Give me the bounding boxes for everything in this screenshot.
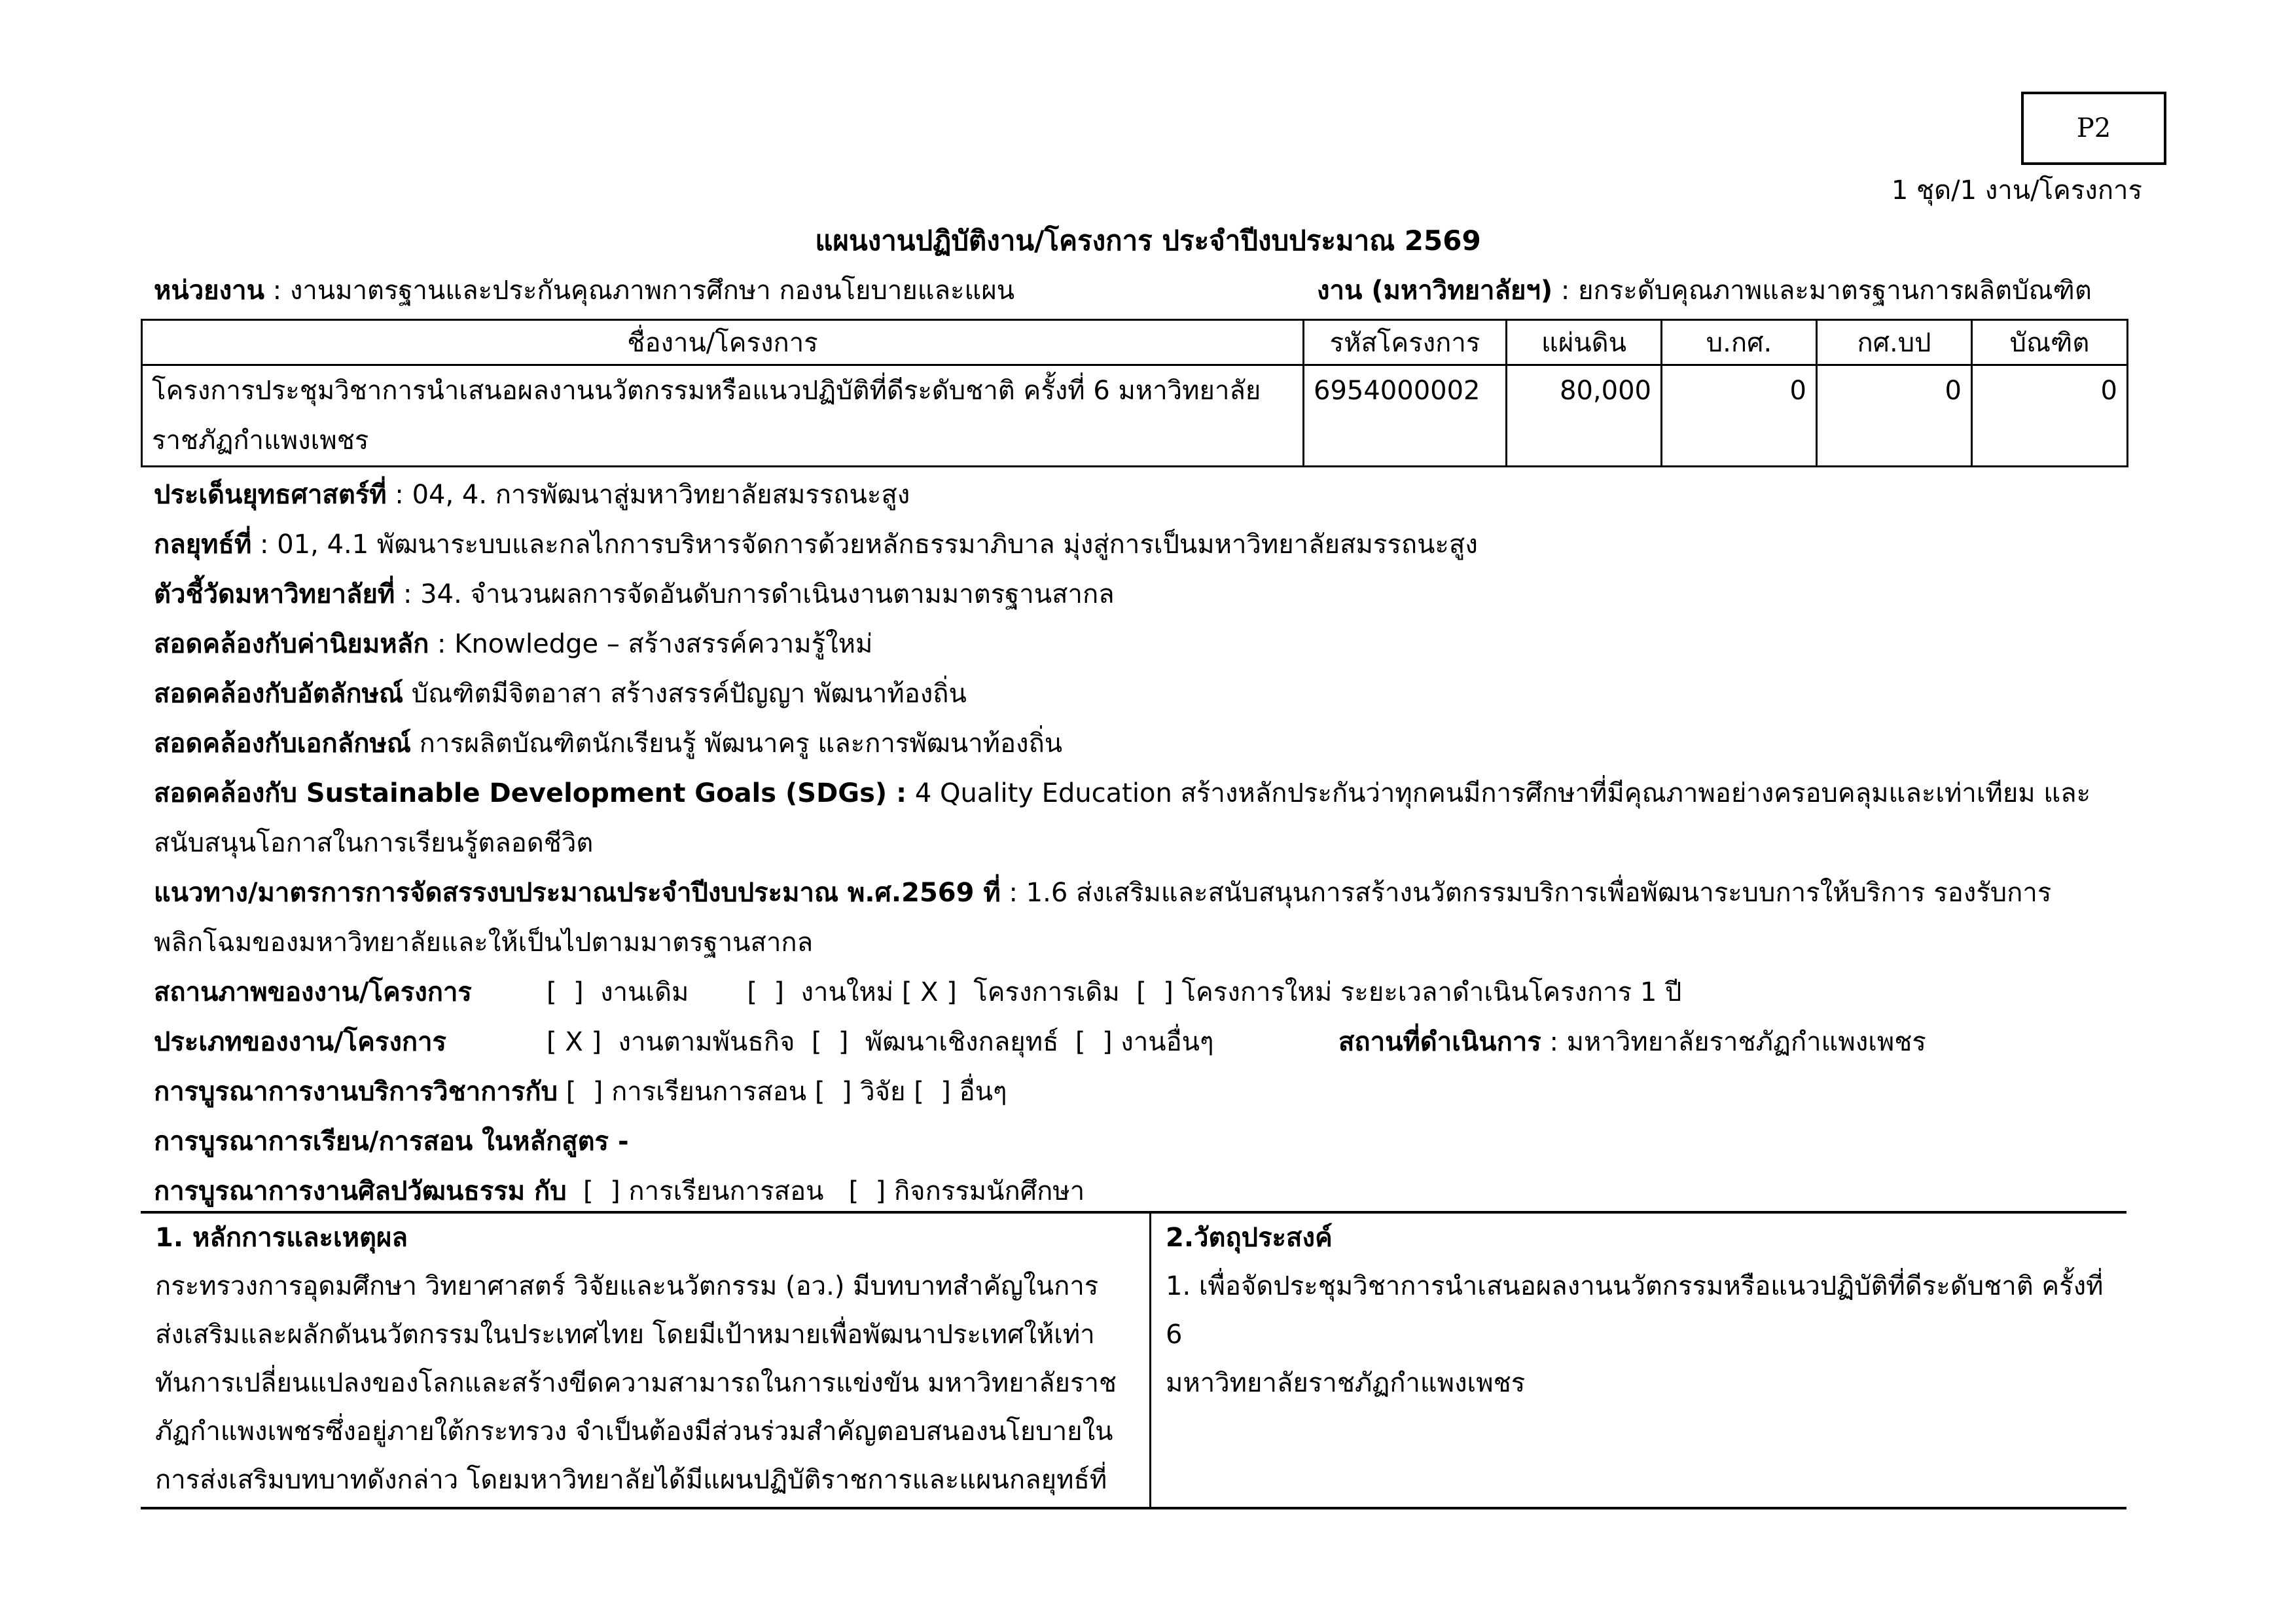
budget-guideline-row-continued: พลิกโฉมของมหาวิทยาลัยและให้เป็นไปตามมาตรฐานสากล — [154, 928, 814, 958]
budget-guideline-row — [154, 868, 2051, 918]
objectives-column — [1151, 1214, 2126, 1507]
rationale-line: ภัฏกำแพงเพชรซึ่งอยู่ภายใต้กระทรวง จำเป็นต้องมีส่วนร่วมสำคัญตอบสนองนโยบายใน — [155, 1416, 1113, 1447]
sdgs-row-continued: สนับสนุนโอกาสในการเรียนรู้ตลอดชีวิต — [154, 828, 594, 858]
field-value: [ ] งานเดิม [ ] งานใหม่ [ X ] โครงการเดิม [ ] โครงการใหม่ ระยะเวลาดำเนินโครงการ 1 ปี — [547, 977, 1682, 1007]
column-header: ชื่องาน/โครงการ — [142, 320, 1304, 365]
work-row — [1317, 266, 2092, 316]
unit-value: : งานมาตรฐานและประกันคุณภาพการศึกษา กองนโยบายและแผน — [264, 276, 1015, 306]
field-value: 4 Quality Education สร้างหลักประกันว่าทุกคนมีการศึกษาที่มีคุณภาพอย่างครอบคลุมและเท่าเทียม และ — [906, 778, 2091, 808]
table-row — [142, 365, 2128, 467]
field-label: การบูรณาการงานบริการวิชาการกับ — [154, 1077, 558, 1107]
work-label: งาน (มหาวิทยาลัยฯ) — [1317, 276, 1553, 306]
objective-line: มหาวิทยาลัยราชภัฏกำแพงเพชร — [1166, 1368, 1526, 1398]
page-title: แผนงานปฏิบัติงาน/โครงการ ประจำปีงบประมาณ 2569 — [815, 225, 1481, 257]
uniqueness-row — [154, 719, 1062, 768]
field-value: บัณฑิตมีจิตอาสา สร้างสรรค์ปัญญา พัฒนาท้องถิ่น — [403, 679, 967, 709]
column-header: บัณฑิต — [1972, 320, 2128, 365]
rationale-line: การส่งเสริมบทบาทดังกล่าว โดยมหาวิทยาลัยได้มีแผนปฏิบัติราชการและแผนกลยุทธ์ที่ — [155, 1465, 1107, 1495]
project-code-cell: 6954000002 — [1304, 365, 1507, 467]
column-header: รหัสโครงการ — [1304, 320, 1507, 365]
ksbp-budget-cell: 0 — [1817, 365, 1972, 467]
strategy-row — [154, 520, 1478, 569]
field-label: การบูรณาการเรียน/การสอน ในหลักสูตร - — [154, 1127, 629, 1157]
rationale-line: ทันการเปลี่ยนแปลงของโลกและสร้างขีดความสามารถในการแข่งขัน มหาวิทยาลัยราช — [155, 1368, 1117, 1398]
field-label: สถานภาพของงาน/โครงการ — [154, 977, 472, 1007]
rationale-heading: 1. หลักการและเหตุผล — [155, 1223, 408, 1253]
field-value: [ X ] งานตามพันธกิจ [ ] พัฒนาเชิงกลยุทธ์ [ ] งานอื่นๆ — [547, 1027, 1214, 1057]
identity-row — [154, 669, 967, 719]
form-code-box: P2 — [2021, 92, 2166, 165]
location-label: สถานที่ดำเนินการ — [1338, 1027, 1541, 1057]
national-budget-cell: 80,000 — [1507, 365, 1662, 467]
field-label: ประเภทของงาน/โครงการ — [154, 1027, 447, 1057]
field-value: : 04, 4. การพัฒนาสู่มหาวิทยาลัยสมรรถนะสูง — [386, 480, 910, 510]
field-value: : Knowledge – สร้างสรรค์ความรู้ใหม่ — [429, 629, 873, 659]
graduate-budget-cell: 0 — [1972, 365, 2128, 467]
unit-row — [154, 266, 1014, 316]
project-name-cell: โครงการประชุมวิชาการนำเสนอผลงานนวัตกรรมหรือแนวปฏิบัติที่ดีระดับชาติ ครั้งที่ 6 มหาวิทยาลัยราชภัฏกำแพงเพชร — [142, 365, 1304, 467]
field-label: สอดคล้องกับเอกลักษณ์ — [154, 729, 411, 759]
field-value: [ ] การเรียนการสอน [ ] วิจัย [ ] อื่นๆ — [558, 1077, 1007, 1107]
project-type-row — [154, 1017, 1926, 1067]
column-header: แผ่นดิน — [1507, 320, 1662, 365]
academic-service-row — [154, 1067, 1007, 1117]
bks-budget-cell: 0 — [1662, 365, 1817, 467]
field-label: ตัวชี้วัดมหาวิทยาลัยที่ — [154, 579, 395, 609]
strategy-issue-row — [154, 470, 910, 520]
culture-row — [154, 1166, 1085, 1216]
project-table — [141, 319, 2128, 467]
project-status-row — [154, 967, 1681, 1017]
field-label: กลยุทธ์ที่ — [154, 530, 252, 560]
objective-line: 1. เพื่อจัดประชุมวิชาการนำเสนอผลงานนวัตกรรมหรือแนวปฏิบัติที่ดีระดับชาติ ครั้งที่ 6 — [1166, 1271, 2104, 1350]
field-value: : 1.6 ส่งเสริมและสนับสนุนการสร้างนวัตกรรมบริการเพื่อพัฒนาระบบการให้บริการ รองรับการ — [1000, 878, 2052, 908]
work-value: : ยกระดับคุณภาพและมาตรฐานการผลิตบัณฑิต — [1552, 276, 2092, 306]
field-label: ประเด็นยุทธศาสตร์ที่ — [154, 480, 387, 510]
field-label: สอดคล้องกับอัตลักษณ์ — [154, 679, 404, 709]
location-value: : มหาวิทยาลัยราชภัฏกำแพงเพชร — [1541, 1027, 1926, 1057]
rationale-line: กระทรวงการอุดมศึกษา วิทยาศาสตร์ วิจัยและนวัตกรรม (อว.) มีบทบาทสำคัญในการ — [155, 1271, 1099, 1301]
field-label: สอดคล้องกับค่านิยมหลัก — [154, 629, 429, 659]
set-note: 1 ชุด/1 งาน/โครงการ — [1891, 175, 2142, 206]
rationale-objectives-section — [141, 1211, 2126, 1509]
teaching-row — [154, 1117, 629, 1166]
field-value: การผลิตบัณฑิตนักเรียนรู้ พัฒนาครู และการพัฒนาท้องถิ่น — [410, 729, 1063, 759]
field-value: [ ] การเรียนการสอน [ ] กิจกรรมนักศึกษา — [566, 1176, 1085, 1206]
field-value: : 01, 4.1 พัฒนาระบบและกลไกการบริหารจัดการด้วยหลักธรรมาภิบาล มุ่งสู่การเป็นมหาวิทยาลัยสมรรถนะสูง — [251, 530, 1478, 560]
core-value-row — [154, 619, 872, 669]
rationale-column — [141, 1214, 1151, 1507]
indicator-row — [154, 569, 1115, 619]
rationale-line: ส่งเสริมและผลักดันนวัตกรรมในประเทศไทย โดยมีเป้าหมายเพื่อพัฒนาประเทศให้เท่า — [155, 1320, 1095, 1350]
field-label: สอดคล้องกับ Sustainable Development Goals (SDGs) : — [154, 778, 907, 808]
column-header: บ.กศ. — [1662, 320, 1817, 365]
field-label: แนวทาง/มาตรการการจัดสรรงบประมาณประจำปีงบประมาณ พ.ศ.2569 ที่ — [154, 878, 1001, 908]
objectives-heading: 2.วัตถุประสงค์ — [1166, 1223, 1333, 1253]
unit-label: หน่วยงาน — [154, 276, 264, 306]
table-header-row — [142, 320, 2128, 365]
field-value: : 34. จำนวนผลการจัดอันดับการดำเนินงานตามมาตรฐานสากล — [395, 579, 1115, 609]
sdgs-row — [154, 768, 2090, 818]
field-label: การบูรณาการงานศิลปวัฒนธรรม กับ — [154, 1176, 567, 1206]
column-header: กศ.บป — [1817, 320, 1972, 365]
